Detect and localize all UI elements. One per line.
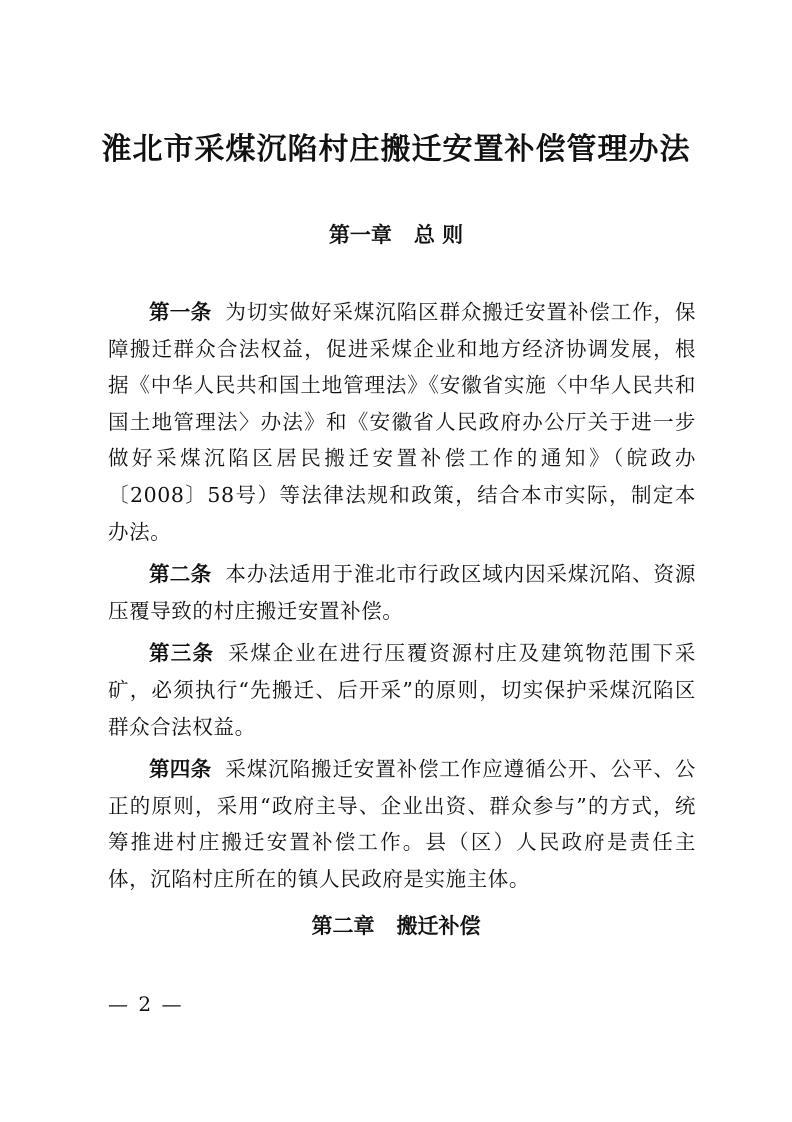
page-number: — 2 — bbox=[108, 992, 184, 1016]
article-text: 为切实做好采煤沉陷区群众搬迁安置补偿工作，保障搬迁群众合法权益，促进采煤企业和地方经济协调发展，根据《中华人民共和国土地管理法》《安徽省实施〈中华人民共和国土地管理法〉办法》和《安徽省人民政府办公厅关于进一步做好采煤沉陷区居民搬迁安置补偿工作的通知》（皖政办〔2008〕58号）等法律法规和政策，结合本市实际，制定本办法。 bbox=[108, 300, 697, 544]
article-text: 本办法适用于淮北市行政区域内因采煤沉陷、资源压覆导致的村庄搬迁安置补偿。 bbox=[108, 562, 697, 623]
chapter-heading-relocation-compensation bbox=[0, 910, 792, 942]
document-title: 淮北市采煤沉陷村庄搬迁安置补偿管理办法 bbox=[101, 132, 691, 167]
article-label: 第三条 bbox=[149, 641, 215, 666]
chapter-number: 第二章 bbox=[311, 914, 375, 938]
chapter-number: 第一章 bbox=[328, 223, 392, 247]
article-3 bbox=[108, 635, 696, 745]
article-list bbox=[108, 294, 696, 904]
chapter-heading-general bbox=[0, 219, 792, 251]
article-1 bbox=[108, 294, 696, 550]
chapter-name: 搬迁补偿 bbox=[396, 914, 481, 938]
article-text: 采煤企业在进行压覆资源村庄及建筑物范围下采矿，必须执行“先搬迁、后开采”的原则，切实保护采煤沉陷区群众合法权益。 bbox=[108, 641, 696, 739]
article-label: 第二条 bbox=[149, 562, 212, 587]
article-2 bbox=[108, 556, 696, 629]
article-text: 采煤沉陷搬迁安置补偿工作应遵循公开、公平、公正的原则，采用“政府主导、企业出资、群众参与”的方式，统筹推进村庄搬迁安置补偿工作。县（区）人民政府是责任主体，沉陷村庄所在的镇人民政府是实施主体。 bbox=[108, 757, 697, 891]
article-label: 第一条 bbox=[149, 300, 212, 324]
chapter-name: 总 则 bbox=[413, 223, 464, 247]
article-label: 第四条 bbox=[149, 757, 212, 782]
article-4 bbox=[108, 751, 696, 897]
